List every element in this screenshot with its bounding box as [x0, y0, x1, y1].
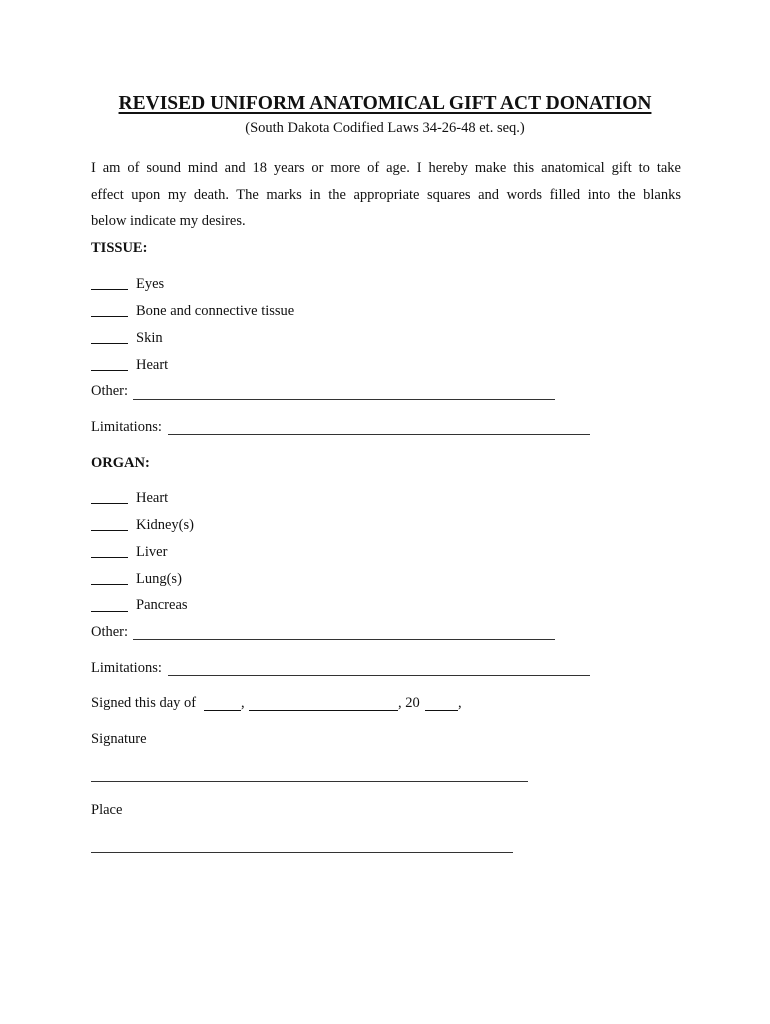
organ-kidney-blank[interactable] — [91, 530, 128, 531]
intro-line: below indicate my desires. — [91, 213, 246, 229]
organ-liver-label: Liver — [136, 544, 168, 560]
tissue-eyes-blank[interactable] — [91, 289, 128, 290]
tissue-other-field[interactable] — [133, 399, 555, 400]
organ-lung-blank[interactable] — [91, 584, 128, 585]
intro-line: effect upon my death. The marks in the appropriate squares and words filled into the blanks — [91, 186, 681, 203]
tissue-limitations-field[interactable] — [168, 434, 590, 435]
tissue-heart-blank[interactable] — [91, 370, 128, 371]
signed-day-field[interactable] — [204, 710, 241, 711]
tissue-other-label: Other: — [91, 383, 129, 399]
signed-month-field[interactable] — [249, 710, 398, 711]
tissue-bone-blank[interactable] — [91, 316, 128, 317]
place-label: Place — [91, 802, 123, 818]
signature-field[interactable] — [91, 781, 528, 782]
organ-other-field[interactable] — [133, 639, 555, 640]
tissue-skin-label: Skin — [136, 330, 163, 346]
signed-year-field[interactable] — [425, 710, 458, 711]
organ-pancreas-blank[interactable] — [91, 611, 128, 612]
tissue-heart-label: Heart — [136, 357, 169, 373]
signature-label: Signature — [91, 731, 147, 747]
organ-pancreas-label: Pancreas — [136, 597, 188, 613]
signed-comma-end: , — [458, 695, 462, 711]
tissue-heading: TISSUE: — [91, 240, 148, 256]
tissue-limitations-label: Limitations: — [91, 419, 162, 435]
organ-heart-blank[interactable] — [91, 503, 128, 504]
organ-limitations-field[interactable] — [168, 675, 590, 676]
signed-comma: , — [241, 695, 245, 711]
organ-kidney-label: Kidney(s) — [136, 517, 194, 533]
organ-limitations-label: Limitations: — [91, 660, 162, 676]
tissue-eyes-label: Eyes — [136, 276, 165, 292]
organ-heart-label: Heart — [136, 490, 169, 506]
signed-prefix: Signed this day of — [91, 695, 197, 711]
organ-heading: ORGAN: — [91, 455, 150, 471]
form-title: REVISED UNIFORM ANATOMICAL GIFT ACT DONATION — [118, 93, 652, 114]
form-subtitle: (South Dakota Codified Laws 34-26-48 et. seq.) — [245, 120, 525, 136]
tissue-skin-blank[interactable] — [91, 343, 128, 344]
intro-line: I am of sound mind and 18 years or more of age. I hereby make this anatomical gift to take — [91, 160, 681, 176]
signed-year-prefix: , 20 — [398, 695, 420, 711]
tissue-bone-label: Bone and connective tissue — [136, 303, 295, 319]
place-field[interactable] — [91, 852, 513, 853]
intro-paragraph — [91, 155, 681, 235]
organ-liver-blank[interactable] — [91, 557, 128, 558]
organ-other-label: Other: — [91, 624, 129, 640]
organ-lung-label: Lung(s) — [136, 571, 182, 587]
